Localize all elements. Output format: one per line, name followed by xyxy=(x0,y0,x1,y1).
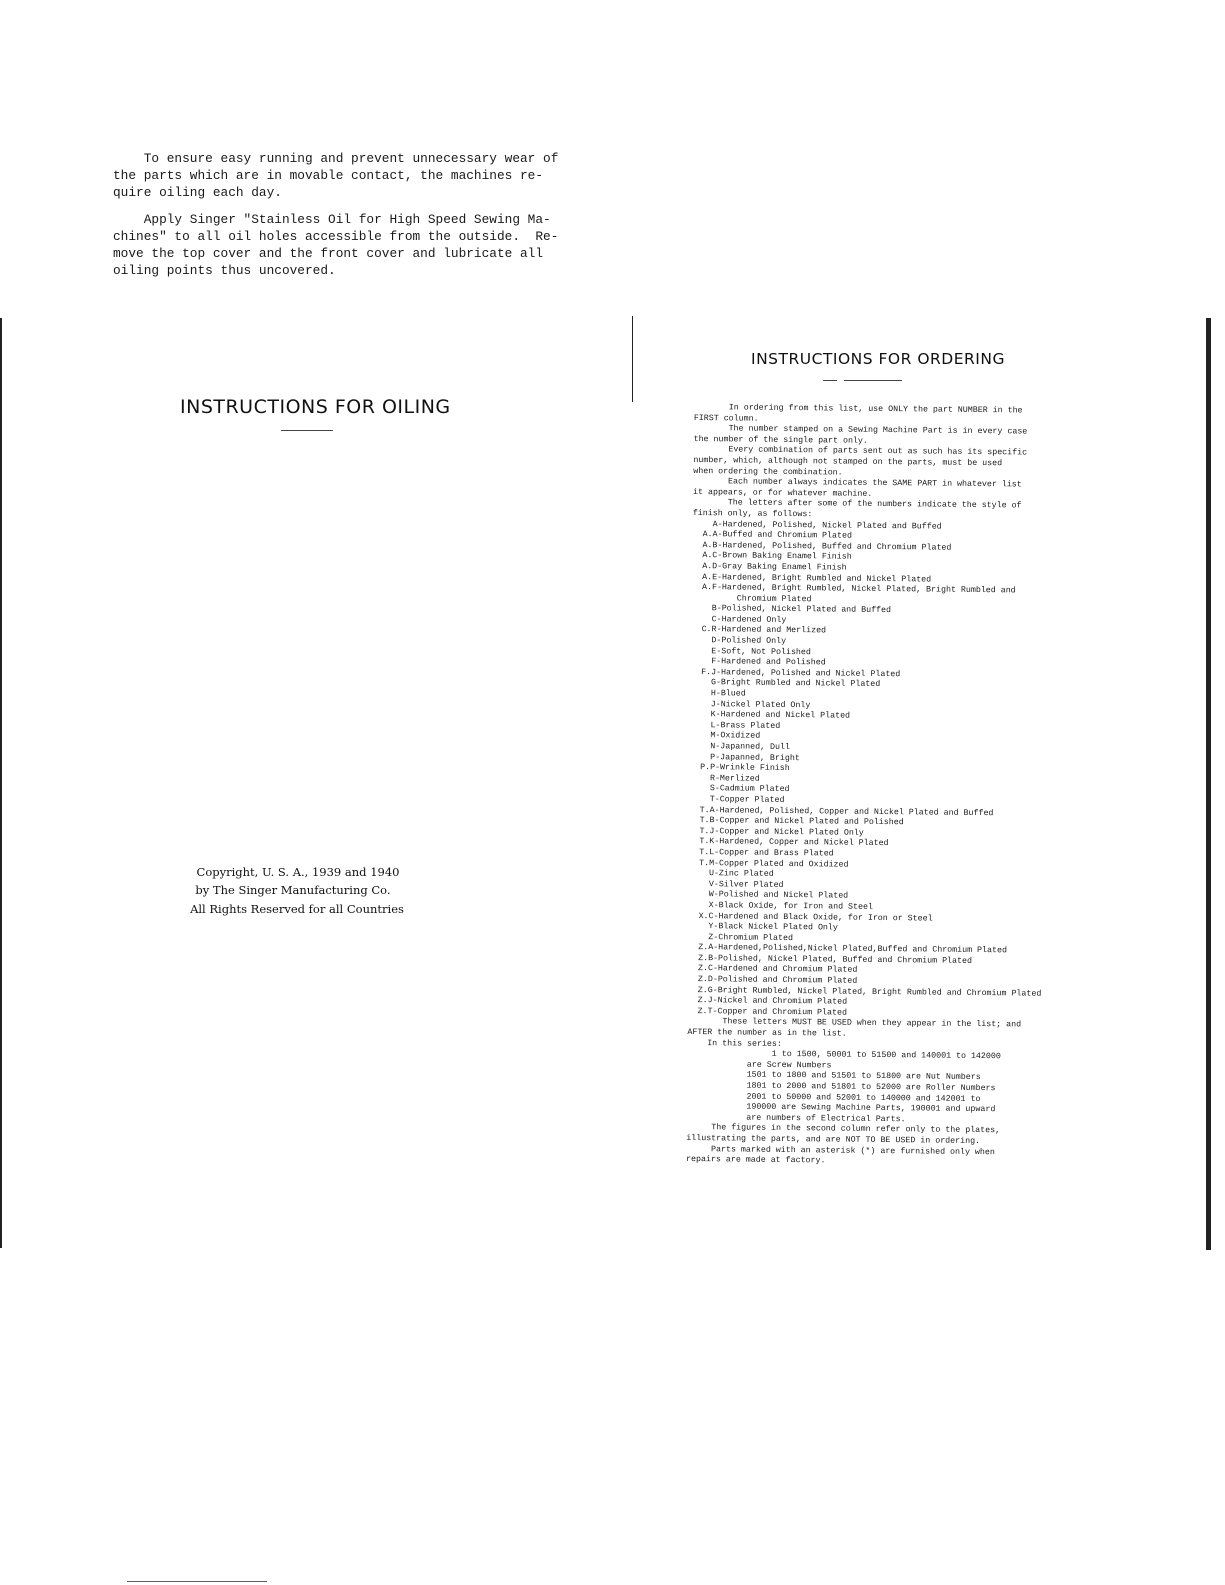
right-edge-line xyxy=(1206,318,1211,1250)
ordering-line: 2001 to 50000 and 52001 to 140000 and 142001 to xyxy=(686,1091,981,1104)
left-edge-line xyxy=(0,318,2,1248)
ordering-line: AFTER the number as in the list. xyxy=(687,1027,847,1039)
ordering-line: A.A-Buffed and Chromium Plated xyxy=(692,530,852,541)
ordering-line: T.A-Hardened, Polished, Copper and Nickel Plated and Buffed xyxy=(689,805,994,818)
ordering-line: M-Oxidized xyxy=(690,731,761,742)
oiling-paragraph-2: Apply Singer "Stainless Oil for High Speed Sewing Ma- chines" to all oil holes accessible from the outside. Re- move the top cover and the front cover and lubricate all oiling points thus uncovered. xyxy=(113,212,559,278)
ordering-line: repairs are made at factory. xyxy=(686,1155,826,1166)
ordering-line: P-Japanned, Bright xyxy=(690,752,800,763)
ordering-line: T.K-Hardened, Copper and Nickel Plated xyxy=(689,837,889,849)
ordering-line: K-Hardened and Nickel Plated xyxy=(690,710,851,721)
ordering-line: number, which, although not stamped on the parts, must be used xyxy=(693,455,1003,469)
oiling-title-rule xyxy=(281,430,333,431)
ordering-text xyxy=(686,403,1047,1169)
ordering-line: C.R-Hardened and Merlized xyxy=(691,625,827,636)
ordering-line: illustrating the parts, and are NOT TO BE USED in ordering. xyxy=(686,1133,981,1147)
ordering-line: The number stamped on a Sewing Machine Part is in every case xyxy=(693,424,1028,437)
ordering-line: These letters MUST BE USED when they appear in the list; and xyxy=(687,1017,1022,1030)
ordering-line: F-Hardened and Polished xyxy=(691,657,826,668)
ordering-line: F.J-Hardened, Polished and Nickel Plated xyxy=(691,667,901,680)
ordering-line: H-Blued xyxy=(690,689,746,699)
ordering-line: The letters after some of the numbers indicate the style of xyxy=(692,498,1022,511)
ordering-line: N-Japanned, Dull xyxy=(690,741,791,753)
ordering-line: G-Bright Rumbled and Nickel Plated xyxy=(691,678,881,690)
ordering-title-rule-short xyxy=(823,380,837,381)
ordering-line: A.E-Hardened, Bright Rumbled and Nickel Plated xyxy=(692,572,932,584)
ordering-line: T-Copper Plated xyxy=(689,794,785,805)
ordering-line: Z.J-Nickel and Chromium Plated xyxy=(687,996,848,1007)
ordering-line: Z-Chromium Plated xyxy=(688,932,794,943)
ordering-line: Z.B-Polished, Nickel Plated, Buffed and Chromium Plated xyxy=(688,953,973,966)
ordering-line: E-Soft, Not Polished xyxy=(691,646,811,657)
ordering-line: when ordering the combination. xyxy=(693,466,843,478)
ordering-line: In this series: xyxy=(687,1038,782,1049)
ordering-line: The figures in the second column refer only to the plates, xyxy=(686,1123,1001,1136)
ordering-line: A.D-Gray Baking Enamel Finish xyxy=(692,561,847,573)
ordering-line: A-Hardened, Polished, Nickel Plated and Buffed xyxy=(692,519,942,532)
ordering-line: Every combination of parts sent out as such has its specific xyxy=(693,445,1028,458)
ordering-line: Each number always indicates the SAME PART in whatever list xyxy=(693,477,1022,490)
ordering-line: X-Black Oxide, for Iron and Steel xyxy=(688,900,874,912)
ordering-line: Chromium Plated xyxy=(691,593,812,604)
oiling-paragraph-1: To ensure easy running and prevent unnecessary wear of the parts which are in movable contact, the machines re- quire oiling each day. xyxy=(113,151,559,200)
ordering-line: FIRST column. xyxy=(693,413,759,424)
ordering-line: T.J-Copper and Nickel Plated Only xyxy=(689,826,864,838)
ordering-line: it appears, or for whatever machine. xyxy=(693,487,873,499)
ordering-line: Y-Black Nickel Plated Only xyxy=(688,922,838,933)
ordering-line: W-Polished and Nickel Plated xyxy=(688,890,849,901)
ordering-line: V-Silver Plated xyxy=(688,879,784,890)
ordering-line: C-Hardened Only xyxy=(691,614,787,625)
ordering-line: S-Cadmium Plated xyxy=(689,784,790,795)
ordering-line: A.C-Brown Baking Enamel Finish xyxy=(692,551,852,562)
ordering-title-rule-long xyxy=(844,380,902,381)
ordering-line: L-Brass Plated xyxy=(690,720,781,731)
ordering-line: the number of the single part only. xyxy=(693,434,868,446)
ordering-title: INSTRUCTIONS FOR ORDERING xyxy=(751,350,1005,368)
ordering-line: 190000 are Sewing Machine Parts, 190001 and upward xyxy=(686,1102,996,1115)
ordering-line: are Screw Numbers xyxy=(687,1059,832,1071)
ordering-line: Z.D-Polished and Chromium Plated xyxy=(687,975,858,986)
ordering-line: Z.C-Hardened and Chromium Plated xyxy=(688,964,858,976)
ordering-line: Parts marked with an asterisk (*) are furnished only when xyxy=(686,1144,995,1157)
ordering-line: B-Polished, Nickel Plated and Buffed xyxy=(691,604,892,616)
ordering-line: A.F-Hardened, Bright Rumbled, Nickel Plated, Bright Rumbled and xyxy=(692,583,1016,596)
ordering-line: U-Zinc Plated xyxy=(689,869,774,879)
ordering-line: X.C-Hardened and Black Oxide, for Iron or Steel xyxy=(688,911,933,924)
copyright-line-1: Copyright, U. S. A., 1939 and 1940 xyxy=(196,865,400,879)
ordering-line: T.L-Copper and Brass Plated xyxy=(689,847,834,859)
binding-line xyxy=(632,316,633,402)
ordering-line: T.B-Copper and Nickel Plated and Polished xyxy=(689,816,904,828)
right-page xyxy=(612,0,1225,1585)
ordering-line: are numbers of Electrical Parts. xyxy=(686,1112,906,1125)
left-page xyxy=(0,0,612,1585)
bottom-link-bar xyxy=(127,1581,267,1582)
oiling-title: INSTRUCTIONS FOR OILING xyxy=(180,396,451,418)
copyright-line-2: by The Singer Manufacturing Co. xyxy=(195,883,391,897)
ordering-line: Z.A-Hardened,Polished,Nickel Plated,Buffed and Chromium Plated xyxy=(688,943,1007,956)
ordering-line: 1501 to 1800 and 51501 to 51800 are Nut Numbers xyxy=(686,1070,981,1083)
ordering-line: 1801 to 2000 and 51801 to 52000 are Roller Numbers xyxy=(686,1080,996,1094)
ordering-line: 1 to 1500, 50001 to 51500 and 140001 to 142000 xyxy=(687,1049,1001,1062)
ordering-line: A.B-Hardened, Polished, Buffed and Chromium Plated xyxy=(692,540,952,553)
ordering-line: T.M-Copper Plated and Oxidized xyxy=(689,858,849,870)
ordering-line: R-Merlized xyxy=(690,773,760,784)
ordering-line: D-Polished Only xyxy=(691,636,787,647)
copyright-line-3: All Rights Reserved for all Countries xyxy=(190,902,404,916)
ordering-line: In ordering from this list, use ONLY the part NUMBER in the xyxy=(693,403,1023,416)
ordering-line: finish only, as follows: xyxy=(692,508,813,520)
ordering-line: Z.G-Bright Rumbled, Nickel Plated, Bright Rumbled and Chromium Plated xyxy=(687,985,1042,999)
ordering-line: P.P-Wrinkle Finish xyxy=(690,763,790,774)
ordering-line: Z.T-Copper and Chromium Plated xyxy=(687,1006,847,1018)
ordering-line: J-Nickel Plated Only xyxy=(690,699,811,710)
